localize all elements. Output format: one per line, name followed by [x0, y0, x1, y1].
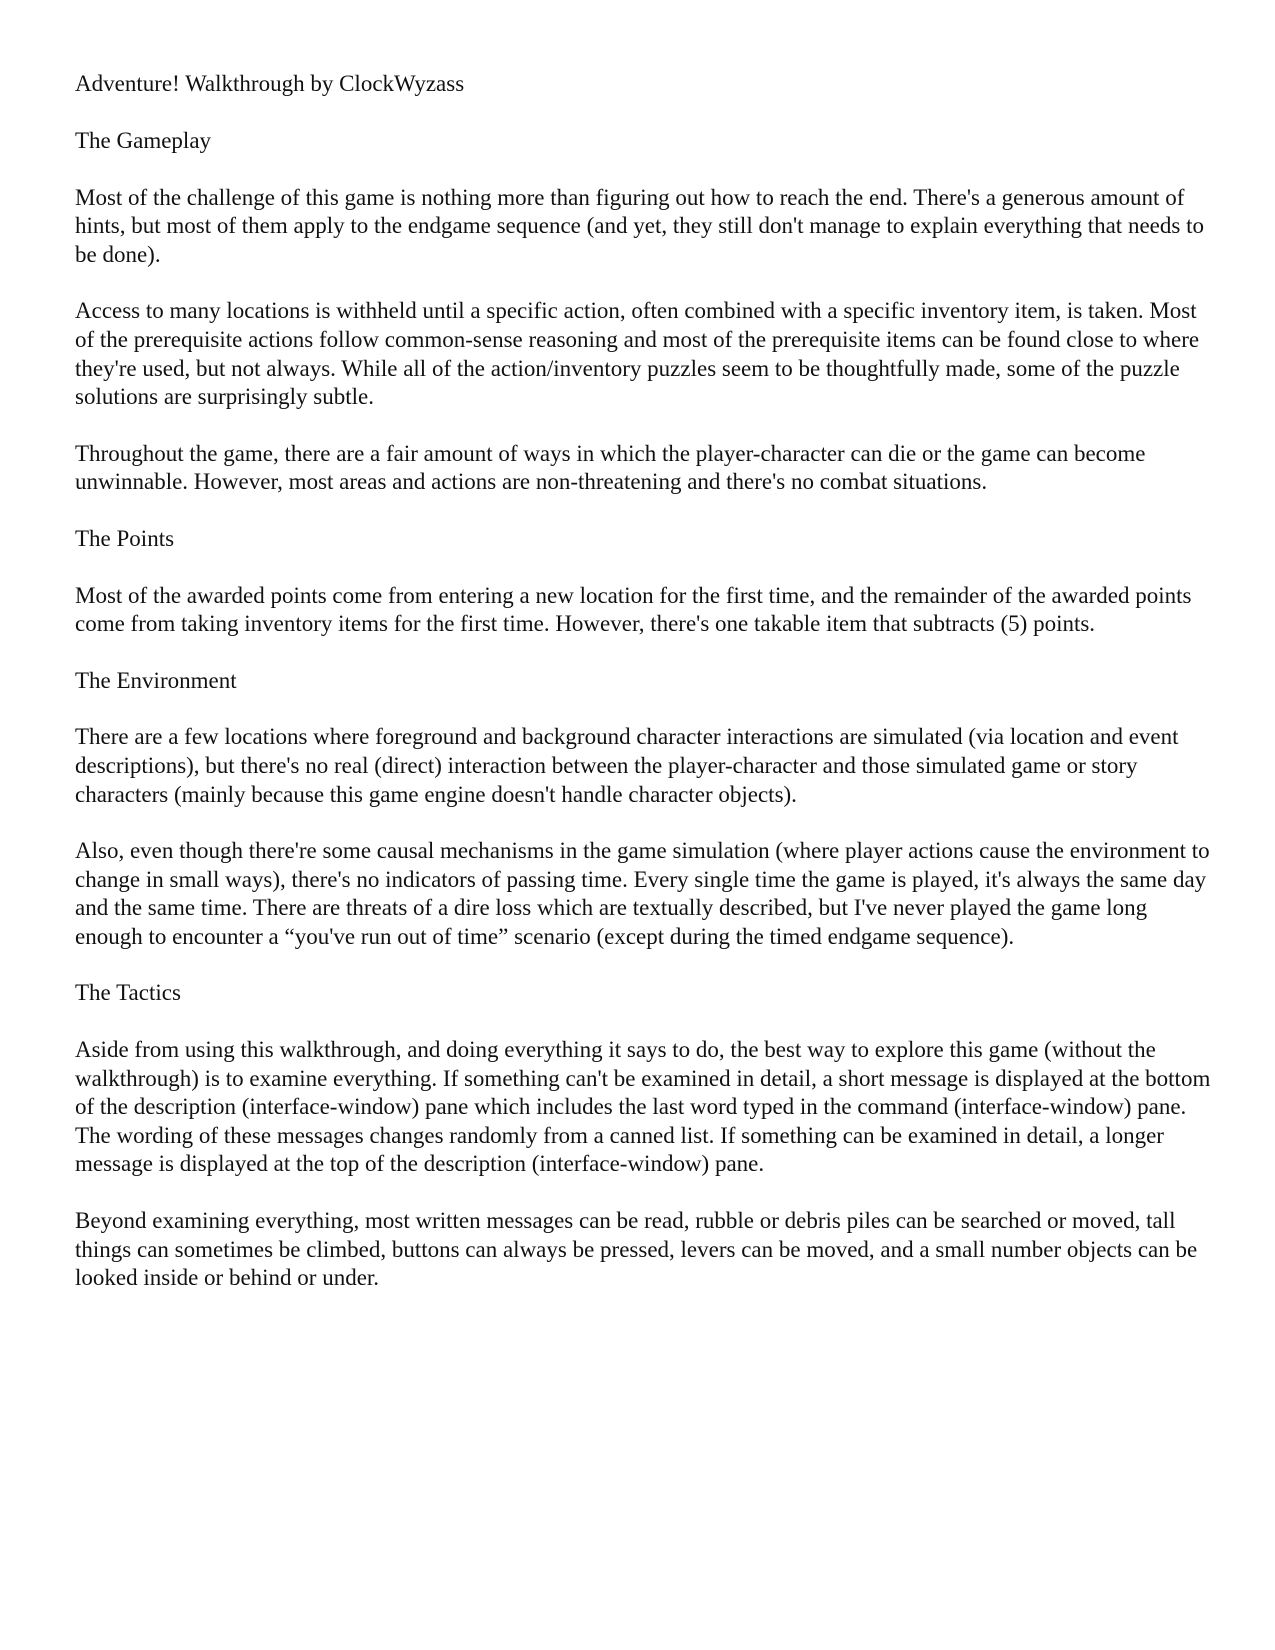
paragraph: There are a few locations where foreground and background character interactions are simulated (via location and event descriptions), but there's no real (direct) interaction between the player-character and those simulated game or story characters (mainly because this game engine doesn't handle character objects). [75, 724, 1179, 807]
section-gameplay [75, 127, 1215, 497]
document-page [75, 70, 1215, 1321]
document-title: Adventure! Walkthrough by ClockWyzass [75, 71, 465, 96]
section-heading: The Environment [75, 667, 237, 693]
section-heading: The Tactics [75, 980, 181, 1006]
section-heading: The Gameplay [75, 128, 212, 153]
paragraph: Beyond examining everything, most written messages can be read, rubble or debris piles can be searched or moved, tall things can sometimes be climbed, buttons can always be pressed, levers can be moved, and a small number objects can be looked inside or behind or under. [75, 1208, 1198, 1291]
section-tactics [75, 979, 1215, 1292]
paragraph: Most of the awarded points come from entering a new location for the first time, and the remainder of the awarded points come from taking inventory items for the first time. However, there's one takable item that subtracts (5) points. [75, 582, 1192, 637]
paragraph: Also, even though there're some causal mechanisms in the game simulation (where player actions cause the environment to change in small ways), there's no indicators of passing time. Every single time the game is played, it's always the same day and the same time. There are threats of a dire loss which are textually described, but I've never played the game long enough to encounter a “you've run out of time” scenario (except during the timed endgame sequence). [75, 838, 1210, 949]
paragraph: Most of the challenge of this game is nothing more than figuring out how to reach the end. There's a generous amount of hints, but most of them apply to the endgame sequence (and yet, they still don't manage to explain everything that needs to be done). [75, 184, 1204, 267]
paragraph: Throughout the game, there are a fair amount of ways in which the player-character can die or the game can become unwinnable. However, most areas and actions are non-threatening and there's no combat situations. [75, 440, 1146, 495]
section-heading: The Points [75, 525, 175, 551]
paragraph: Aside from using this walkthrough, and doing everything it says to do, the best way to explore this game (without the walkthrough) is to examine everything. If something can't be examined in detail, a short message is displayed at the bottom of the description (interface-window) pane which includes the last word typed in the command (interface-window) pane. The wording of these messages changes randomly from a canned list. If something can be examined in detail, a longer message is displayed at the top of the description (interface-window) pane. [75, 1037, 1211, 1177]
section-environment [75, 667, 1215, 952]
section-points [75, 525, 1215, 639]
paragraph: Access to many locations is withheld until a specific action, often combined with a specific inventory item, is taken. Most of the prerequisite actions follow common-sense reasoning and most of the prerequisite items can be found close to where they're used, but not always. While all of the action/inventory puzzles seem to be thoughtfully made, some of the puzzle solutions are surprisingly subtle. [75, 298, 1200, 410]
